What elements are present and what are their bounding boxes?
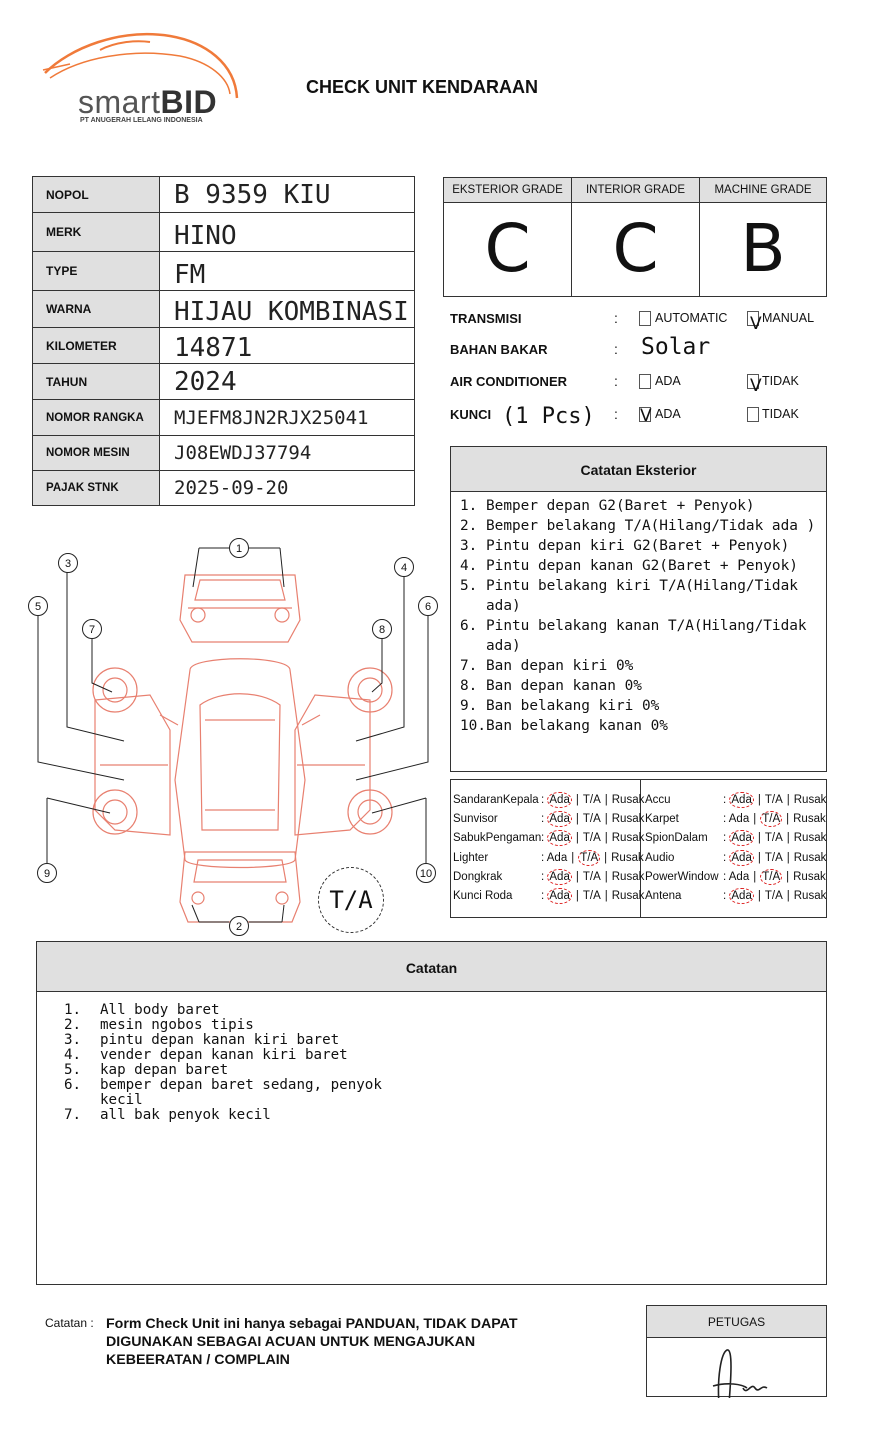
option-separator: |	[604, 794, 608, 806]
nomor-mesin-label: NOMOR MESIN	[33, 436, 160, 471]
manual-label: MANUAL	[762, 311, 815, 325]
page-title: CHECK UNIT KENDARAAN	[306, 77, 538, 97]
list-item: 10. Ban belakang kanan 0%	[460, 718, 668, 734]
accessory-option-ada[interactable]: Ada	[728, 871, 750, 883]
type-label: TYPE	[33, 252, 160, 291]
accessory-colon: :	[541, 852, 547, 864]
marker-10: 10	[416, 863, 436, 883]
vehicle-info-table	[32, 176, 415, 506]
kunci-ada-label: ADA	[655, 407, 681, 421]
ac-colon: :	[614, 373, 618, 389]
bahan-bakar-colon: :	[614, 341, 618, 357]
accessory-option-ta[interactable]: T/A	[762, 813, 781, 825]
option-separator: |	[604, 871, 608, 883]
option-separator: |	[757, 852, 761, 864]
accessory-option-ta[interactable]: T/A	[582, 813, 601, 825]
bahan-bakar-value: Solar	[641, 334, 711, 360]
accessory-option-ada[interactable]: Ada	[731, 852, 752, 864]
option-separator: |	[753, 871, 757, 883]
notes-panel	[36, 941, 827, 1285]
option-separator: |	[575, 794, 579, 806]
accessory-name: Karpet	[645, 813, 679, 825]
pajak-stnk-value: 2025-09-20	[160, 471, 415, 506]
accessory-colon: :	[723, 871, 729, 883]
accessory-option-ada[interactable]: Ada	[549, 813, 570, 825]
list-item: 5. kap depan baret	[64, 1062, 229, 1078]
marker-7: 7	[82, 619, 102, 639]
accessory-row	[645, 811, 826, 827]
option-separator: |	[786, 794, 790, 806]
accessory-row	[645, 888, 826, 904]
list-item: 4. vender depan kanan kiri baret	[64, 1047, 348, 1063]
grade-table	[443, 177, 827, 297]
accessory-colon: :	[723, 832, 730, 844]
list-item: 1. Bemper depan G2(Baret + Penyok)	[460, 498, 755, 514]
accessory-row	[645, 869, 826, 885]
option-separator: |	[786, 832, 790, 844]
ac-tidak-check-mark: V	[750, 376, 762, 396]
accessory-colon: :	[541, 890, 548, 902]
merk-value: HINO	[160, 213, 415, 252]
accessory-option-ada[interactable]: Ada	[731, 794, 752, 806]
accessory-row	[645, 792, 826, 808]
type-value: FM	[160, 252, 415, 291]
accessory-option-rusak[interactable]: Rusak	[793, 871, 826, 883]
nopol-value: B 9359 KIU	[160, 177, 415, 213]
accessory-option-ada[interactable]: Ada	[728, 813, 750, 825]
accessory-option-rusak[interactable]: Rusak	[793, 813, 826, 825]
option-separator: |	[786, 852, 790, 864]
marker-8: 8	[372, 619, 392, 639]
accessory-name: Dongkrak	[453, 871, 503, 883]
kunci-colon: :	[614, 406, 618, 422]
marker-4: 4	[394, 557, 414, 577]
accessory-option-ta[interactable]: T/A	[582, 794, 601, 806]
accessory-option-ada[interactable]: Ada	[549, 890, 570, 902]
ac-label: AIR CONDITIONER	[450, 374, 567, 389]
interior-grade-label: INTERIOR GRADE	[572, 178, 700, 203]
accessory-name: SabukPengaman	[453, 832, 542, 844]
accessory-row	[453, 850, 644, 866]
option-separator: |	[604, 890, 608, 902]
accessory-option-rusak[interactable]: Rusak	[793, 794, 827, 806]
accessory-name: SandaranKepala	[453, 794, 539, 806]
marker-1: 1	[229, 538, 249, 558]
option-separator: |	[786, 890, 790, 902]
list-item: 1. All body baret	[64, 1002, 220, 1018]
accessory-colon: :	[541, 832, 548, 844]
notes-title: Catatan	[37, 942, 826, 992]
tahun-value: 2024	[160, 364, 415, 400]
option-separator: |	[571, 852, 575, 864]
petugas-label: PETUGAS	[647, 1306, 826, 1338]
transmisi-colon: :	[614, 310, 618, 326]
accessory-row	[453, 811, 644, 827]
accessory-name: Audio	[645, 852, 675, 864]
accessory-row	[453, 888, 644, 904]
accessory-option-ada[interactable]: Ada	[549, 794, 570, 806]
option-separator: |	[757, 832, 761, 844]
option-separator: |	[786, 871, 790, 883]
list-item: 3. pintu depan kanan kiri baret	[64, 1032, 340, 1048]
accessory-option-ada[interactable]: Ada	[546, 852, 568, 864]
accessory-option-rusak[interactable]: Rusak	[611, 871, 645, 883]
merk-label: MERK	[33, 213, 160, 252]
warna-label: WARNA	[33, 291, 160, 328]
accessory-row	[453, 869, 644, 885]
logo-wordmark: smartBID	[78, 84, 218, 120]
ac-ada-label: ADA	[655, 374, 681, 388]
option-separator: |	[575, 871, 579, 883]
automatic-checkbox[interactable]	[639, 311, 651, 326]
accessory-option-ta[interactable]: T/A	[764, 890, 783, 902]
machine-grade-value: B	[740, 210, 786, 287]
pajak-stnk-label: PAJAK STNK	[33, 471, 160, 506]
accessory-option-ta[interactable]: T/A	[762, 871, 781, 883]
kilometer-label: KILOMETER	[33, 328, 160, 364]
option-separator: |	[575, 813, 579, 825]
petugas-box	[646, 1305, 827, 1397]
accessory-row	[645, 830, 826, 846]
accessory-option-ta[interactable]: T/A	[764, 794, 783, 806]
accessory-row	[645, 850, 826, 866]
vehicle-damage-diagram	[20, 530, 445, 940]
exterior-grade-label: EKSTERIOR GRADE	[444, 178, 572, 203]
kunci-tidak-label: TIDAK	[762, 407, 799, 421]
marker-2: 2	[229, 916, 249, 936]
nomor-rangka-value: MJEFM8JN2RJX25041	[160, 400, 415, 436]
accessory-name: Antena	[645, 890, 682, 902]
accessory-option-rusak[interactable]: Rusak	[793, 832, 827, 844]
logo-subtitle: PT ANUGERAH LELANG INDONESIA	[80, 117, 203, 124]
accessory-name: Accu	[645, 794, 671, 806]
exterior-notes-title: Catatan Eksterior	[451, 447, 826, 492]
accessory-option-rusak[interactable]: Rusak	[611, 890, 645, 902]
accessory-name: Sunvisor	[453, 813, 498, 825]
accessory-colon: :	[541, 871, 548, 883]
accessory-colon: :	[541, 813, 548, 825]
kunci-count: (1 Pcs)	[502, 404, 595, 429]
exterior-notes-list	[451, 492, 826, 736]
kunci-label: KUNCI	[450, 407, 492, 422]
accessory-colon: :	[723, 852, 730, 864]
option-separator: |	[575, 832, 579, 844]
accessory-option-ta[interactable]: T/A	[582, 832, 601, 844]
list-item: 2. mesin ngobos tipis	[64, 1017, 254, 1033]
nopol-label: NOPOL	[33, 177, 160, 213]
accessory-option-rusak[interactable]: Rusak	[611, 832, 645, 844]
accessory-option-rusak[interactable]: Rusak	[611, 813, 645, 825]
automatic-label: AUTOMATIC	[655, 311, 728, 325]
tahun-label: TAHUN	[33, 364, 160, 400]
accessory-option-ta[interactable]: T/A	[580, 852, 599, 864]
option-separator: |	[757, 794, 761, 806]
accessory-name: Lighter	[453, 852, 489, 864]
exterior-grade-value: C	[444, 203, 572, 296]
accessory-colon: :	[723, 890, 730, 902]
kunci-ada-check-mark: V	[640, 406, 652, 426]
ac-tidak-label: TIDAK	[762, 374, 799, 388]
accessory-colon: :	[723, 813, 729, 825]
option-separator: |	[757, 890, 761, 902]
option-separator: |	[604, 832, 608, 844]
accessory-option-ta[interactable]: T/A	[582, 890, 601, 902]
accessory-option-rusak[interactable]: Rusak	[793, 890, 827, 902]
signature	[647, 1338, 826, 1398]
accessory-option-rusak[interactable]: Rusak	[611, 852, 644, 864]
list-item: 7. all bak penyok kecil	[64, 1107, 271, 1123]
marker-9: 9	[37, 863, 57, 883]
accessory-row	[453, 792, 644, 808]
accessory-colon: :	[723, 794, 730, 806]
list-item: 7. Ban depan kiri 0%	[460, 658, 634, 674]
interior-grade-value: C	[572, 203, 700, 296]
transmisi-label: TRANSMISI	[450, 311, 522, 326]
list-item: 5. Pintu belakang kiri T/A(Hilang/Tidak ada)	[460, 578, 798, 614]
accessory-option-ta[interactable]: T/A	[764, 852, 783, 864]
list-item: 6. bemper depan baret sedang, penyok kecil	[64, 1077, 382, 1108]
list-item: 6. Pintu belakang kanan T/A(Hilang/Tidak ada)	[460, 618, 807, 654]
exterior-notes-panel	[450, 446, 827, 772]
warna-value: HIJAU KOMBINASI	[160, 291, 415, 328]
kunci-tidak-checkbox[interactable]	[747, 407, 759, 422]
option-separator: |	[753, 813, 757, 825]
option-separator: |	[604, 813, 608, 825]
accessory-name: Kunci Roda	[453, 890, 513, 902]
ta-stamp: T/A	[318, 867, 384, 933]
accessory-colon: :	[541, 794, 548, 806]
marker-5: 5	[28, 596, 48, 616]
notes-list	[37, 992, 826, 1123]
nomor-rangka-label: NOMOR RANGKA	[33, 400, 160, 436]
accessory-name: PowerWindow	[645, 871, 719, 883]
machine-grade-label: MACHINE GRADE	[700, 178, 826, 203]
manual-check-mark: V	[750, 314, 762, 334]
accessory-option-ada[interactable]: Ada	[731, 890, 752, 902]
list-item: 2. Bemper belakang T/A(Hilang/Tidak ada )	[460, 518, 816, 534]
marker-3: 3	[58, 553, 78, 573]
accessory-option-ta[interactable]: T/A	[582, 871, 601, 883]
bahan-bakar-label: BAHAN BAKAR	[450, 342, 548, 357]
accessory-option-ada[interactable]: Ada	[549, 832, 570, 844]
marker-6: 6	[418, 596, 438, 616]
accessory-row	[453, 830, 644, 846]
list-item: 9. Ban belakang kiri 0%	[460, 698, 660, 714]
option-separator: |	[786, 813, 790, 825]
option-separator: |	[604, 852, 608, 864]
footer-label: Catatan :	[45, 1316, 94, 1330]
accessory-option-ada[interactable]: Ada	[731, 832, 752, 844]
accessory-name: SpionDalam	[645, 832, 708, 844]
kilometer-value: 14871	[160, 328, 415, 364]
option-separator: |	[575, 890, 579, 902]
footer-disclaimer: Form Check Unit ini hanya sebagai PANDUAN, TIDAK DAPAT DIGUNAKAN SEBAGAI ACUAN UNTUK MENGAJUKAN KEBEERATAN / COMPLAIN	[106, 1316, 518, 1368]
accessory-option-ta[interactable]: T/A	[764, 832, 783, 844]
list-item: 8. Ban depan kanan 0%	[460, 678, 642, 694]
ac-ada-checkbox[interactable]	[639, 374, 651, 389]
accessory-option-rusak[interactable]: Rusak	[793, 852, 827, 864]
list-item: 3. Pintu depan kiri G2(Baret + Penyok)	[460, 538, 790, 554]
accessory-option-ada[interactable]: Ada	[549, 871, 570, 883]
list-item: 4. Pintu depan kanan G2(Baret + Penyok)	[460, 558, 798, 574]
accessory-option-rusak[interactable]: Rusak	[611, 794, 645, 806]
nomor-mesin-value: J08EWDJ37794	[160, 436, 415, 471]
